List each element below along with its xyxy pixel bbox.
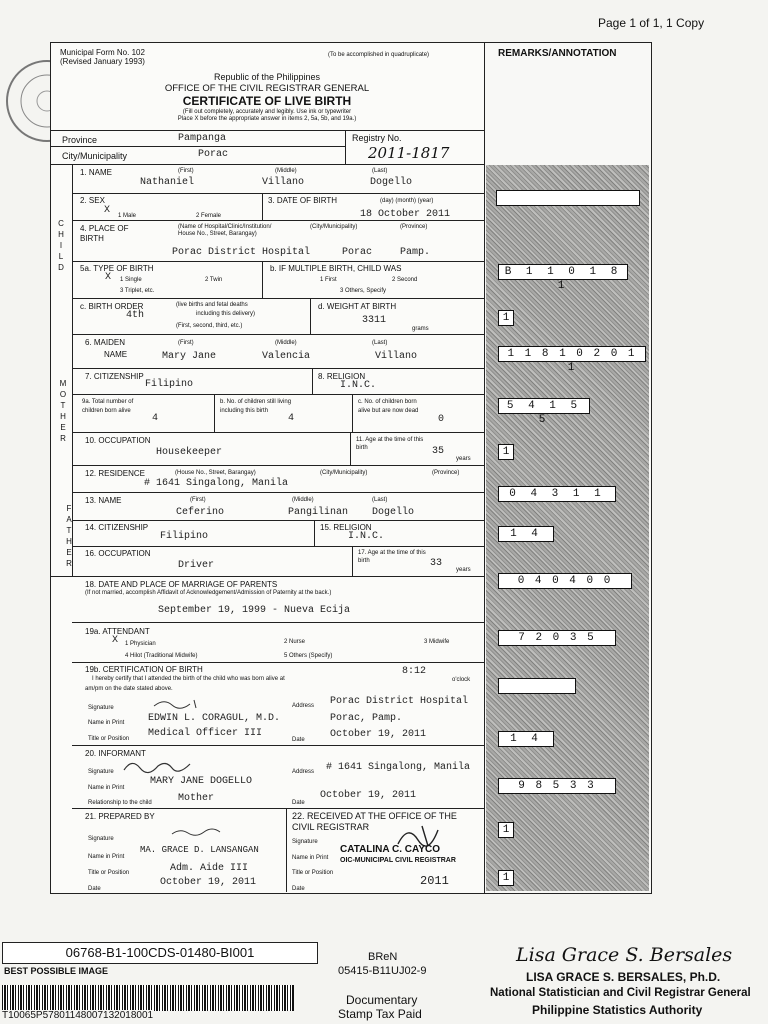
mother-occupation-label: 10. OCCUPATION <box>85 436 151 445</box>
instruction-2: Place X before the appropriate answer in items 2, 5a, 5b, and 19a.) <box>177 116 357 122</box>
children-total-value: 4 <box>152 413 159 424</box>
mother-age-unit: years <box>456 456 471 462</box>
mother-citizenship: Filipino <box>145 379 194 390</box>
birth-type-mark: X <box>105 272 112 283</box>
pob-label: 4. PLACE OF BIRTH <box>80 224 129 243</box>
instruction-1: (Fill out completely, accurately and legibly. Use ink or typewriter <box>182 109 352 115</box>
code-box-2: B 1 1 0 1 8 1 <box>498 264 628 280</box>
code-box-6: 1 <box>498 444 514 460</box>
residence-value: # 1641 Singalong, Manila <box>144 478 289 489</box>
informant-name-label: Name in Print <box>88 785 125 791</box>
mother-religion-label: 8. RELIGION <box>318 372 366 381</box>
birth-type-twin: 2 Twin <box>205 277 223 283</box>
received-title: OIC-MUNICIPAL CIVIL REGISTRAR <box>340 857 456 864</box>
cert-title-label: Title or Position <box>88 736 130 742</box>
certification-text-2: am/pm on the date stated above. <box>85 686 173 692</box>
received-name-label: Name in Print <box>292 855 329 861</box>
prepared-title-label: Title or Position <box>88 870 130 876</box>
residence-header-2: (City/Municipality) <box>320 470 368 476</box>
sex-male: 1 Male <box>118 213 137 219</box>
children-total-label: 9a. Total number of children born alive <box>82 399 134 414</box>
received-label: 22. RECEIVED AT THE OFFICE OF THE CIVIL REGISTRAR <box>292 811 457 832</box>
document-barcode <box>2 985 294 1011</box>
residence-label: 12. RESIDENCE <box>85 469 146 478</box>
mother-religion: I.N.C. <box>340 380 377 391</box>
attendant-others: 5 Others (Specify) <box>284 653 333 659</box>
mother-last-header: (Last) <box>372 340 388 346</box>
form-revision: (Revised January 1993) <box>60 57 145 66</box>
attendant-hilot: 4 Hilot (Traditional Midwife) <box>125 653 198 659</box>
child-name-label: 1. NAME <box>80 168 113 177</box>
informant-address: # 1641 Singalong, Manila <box>326 762 471 773</box>
office-line: OFFICE OF THE CIVIL REGISTRAR GENERAL <box>164 83 370 94</box>
signatory-title: National Statistician and Civil Registrar General <box>490 987 751 999</box>
prepared-label: 21. PREPARED BY <box>85 812 155 821</box>
stamp-tax-label: Stamp Tax Paid <box>338 1007 422 1021</box>
cert-signature-label: Signature <box>88 705 114 711</box>
page-indicator: Page 1 of 1, 1 Copy <box>598 16 705 30</box>
cert-address-label: Address <box>292 703 315 709</box>
form-number: Municipal Form No. 102 <box>60 48 145 57</box>
cert-title: Medical Officer III <box>148 728 263 739</box>
code-box-3: 1 <box>498 310 514 326</box>
code-box-1 <box>496 190 640 206</box>
father-side-label: F A T H E R <box>66 504 72 568</box>
child-middle-name: Villano <box>262 177 305 188</box>
dob-value: 18 October 2011 <box>360 209 451 220</box>
father-last-name: Dogello <box>372 507 415 518</box>
children-dead-value: 0 <box>438 414 445 425</box>
father-middle-name: Pangilinan <box>288 507 349 518</box>
sex-mark: X <box>104 205 111 216</box>
sex-label: 2. SEX <box>80 196 105 205</box>
received-title-label: Title or Position <box>292 870 334 876</box>
child-first-name: Nathaniel <box>140 177 195 188</box>
children-living-value: 4 <box>288 413 295 424</box>
mother-middle-name: Valencia <box>262 351 311 362</box>
father-last-header: (Last) <box>372 497 388 503</box>
code-box-9: 0 4 0 4 0 0 <box>498 573 632 589</box>
father-religion-label: 15. RELIGION <box>320 523 372 532</box>
informant-name: MARY JANE DOGELLO <box>150 776 253 787</box>
code-box-11 <box>498 678 576 694</box>
father-first-name: Ceferino <box>176 507 225 518</box>
multiple-birth-label: b. IF MULTIPLE BIRTH, CHILD WAS <box>270 264 402 273</box>
certification-text-1: I hereby certify that I attended the birth of the child who was born alive at <box>92 676 285 682</box>
father-citizenship: Filipino <box>160 531 209 542</box>
signatory-signature: Lisa Grace S. Bersales <box>516 944 733 966</box>
attendant-physician: 1 Physician <box>125 641 156 647</box>
attendant-label: 19a. ATTENDANT <box>85 627 150 636</box>
barcode-number: T10065P57801148007132018001 <box>2 1010 154 1021</box>
cert-signature-mark <box>150 696 220 710</box>
prepared-signature-mark <box>168 826 228 838</box>
birth-type-single: 1 Single <box>120 277 142 283</box>
code-box-4: 1 1 8 1 0 2 0 1 1 <box>498 346 646 362</box>
birth-order-value: 4th <box>126 310 145 321</box>
prepared-name: MA. GRACE D. LANSANGAN <box>140 845 259 855</box>
remarks-heading: REMARKS/ANNOTATION <box>498 48 617 59</box>
children-living-label: b. No. of children still living including this birth <box>220 399 292 414</box>
multiple-others: 3 Others, Specify <box>340 288 387 294</box>
child-last-header: (Last) <box>372 168 388 174</box>
province-value: Pampanga <box>178 133 227 144</box>
child-first-header: (First) <box>178 168 194 174</box>
quadruplicate-note: (To be accomplished in quadruplicate) <box>328 52 430 58</box>
informant-signature-label: Signature <box>88 769 114 775</box>
code-box-10: 7 2 0 3 5 <box>498 630 616 646</box>
prepared-signature-label: Signature <box>88 836 114 842</box>
certification-oclock: o'clock <box>452 677 471 683</box>
code-box-12: 1 4 <box>498 731 554 747</box>
multiple-first: 1 First <box>320 277 337 283</box>
best-possible-image: BEST POSSIBLE IMAGE <box>4 966 109 976</box>
marriage-note: (If not married, accomplish Affidavit of Acknowledgement/Admission of Paternity at the back.) <box>85 590 332 596</box>
birth-order-note-1: (live births and fetal deaths <box>176 302 248 308</box>
father-religion: I.N.C. <box>348 531 385 542</box>
prepared-date: October 19, 2011 <box>160 877 257 888</box>
mother-citizenship-label: 7. CITIZENSHIP <box>85 372 144 381</box>
attendant-midwife: 3 Midwife <box>424 639 450 645</box>
informant-date-label: Date <box>292 800 305 806</box>
signatory-org: Philippine Statistics Authority <box>532 1003 703 1017</box>
mother-first-header: (First) <box>178 340 194 346</box>
mother-first-name: Mary Jane <box>162 351 217 362</box>
mother-maiden-label: 6. MAIDEN <box>85 338 126 347</box>
father-first-header: (First) <box>190 497 206 503</box>
pob-header-2: (City/Municipality) <box>310 224 358 230</box>
attendant-mark: X <box>112 635 119 646</box>
code-box-8: 1 4 <box>498 526 554 542</box>
cert-date-label: Date <box>292 737 305 743</box>
sex-female: 2 Female <box>196 213 222 219</box>
child-middle-header: (Middle) <box>275 168 297 174</box>
code-box-13: 9 8 5 3 3 <box>498 778 616 794</box>
pob-province: Pamp. <box>400 247 431 258</box>
code-box-7: 0 4 3 1 1 <box>498 486 616 502</box>
father-occupation: Driver <box>178 560 215 571</box>
cert-date: October 19, 2011 <box>330 729 427 740</box>
mother-side-label: M O T H E R <box>59 379 67 443</box>
informant-date: October 19, 2011 <box>320 790 417 801</box>
mother-last-name: Villano <box>375 351 418 362</box>
prepared-date-label: Date <box>88 886 101 892</box>
prepared-title: Adm. Aide III <box>170 863 249 874</box>
cert-name-label: Name in Print <box>88 720 125 726</box>
province-label: Province <box>62 135 98 145</box>
registry-value: 2011-1817 <box>368 144 450 162</box>
republic-line: Republic of the Philippines <box>213 72 321 82</box>
relationship-label: Relationship to the child <box>88 800 152 806</box>
mother-occupation: Housekeeper <box>156 447 223 458</box>
child-last-name: Dogello <box>370 177 413 188</box>
dob-header: (day) (month) (year) <box>380 198 434 204</box>
form-title: CERTIFICATE OF LIVE BIRTH <box>182 94 352 108</box>
city-label: City/Municipality <box>62 151 128 161</box>
father-age: 33 <box>430 558 443 569</box>
registry-label: Registry No. <box>352 133 402 143</box>
received-date: 2011 <box>420 874 449 888</box>
father-middle-header: (Middle) <box>292 497 314 503</box>
received-date-label: Date <box>292 886 305 892</box>
pob-header-1: (Name of Hospital/Clinic/Institution/ House No., Street, Barangay) <box>178 224 272 237</box>
informant-address-label: Address <box>292 769 315 775</box>
mother-middle-header: (Middle) <box>275 340 297 346</box>
signatory-name: LISA GRACE S. BERSALES, Ph.D. <box>526 970 721 984</box>
cert-address-1: Porac District Hospital <box>330 696 469 707</box>
city-value: Porac <box>198 149 229 160</box>
document-code: 06768-B1-100CDS-01480-BI001 <box>2 942 318 964</box>
weight-label: d. WEIGHT AT BIRTH <box>318 302 397 311</box>
prepared-name-label: Name in Print <box>88 854 125 860</box>
certification-label: 19b. CERTIFICATION OF BIRTH <box>85 665 203 674</box>
pob-city: Porac <box>342 247 373 258</box>
multiple-second: 2 Second <box>392 277 418 283</box>
pob-header-3: (Province) <box>400 224 428 230</box>
weight-value: 3311 <box>362 315 387 326</box>
marriage-label: 18. DATE AND PLACE OF MARRIAGE OF PARENTS <box>85 580 278 589</box>
child-side-label: C H I L D <box>58 219 64 272</box>
residence-header-1: (House No., Street, Barangay) <box>175 470 256 476</box>
birth-type-triplet: 3 Triplet, etc. <box>120 288 155 294</box>
weight-unit: grams <box>412 326 429 332</box>
code-box-15: 1 <box>498 870 514 886</box>
mother-name-label: NAME <box>104 350 128 359</box>
birth-order-note-2: including this delivery) <box>196 311 256 317</box>
informant-label: 20. INFORMANT <box>85 749 146 758</box>
birth-order-label: c. BIRTH ORDER <box>80 302 144 311</box>
mother-age-label: 11. Age at the time of this birth <box>356 437 424 451</box>
marriage-value: September 19, 1999 - Nueva Ecija <box>158 605 351 616</box>
birth-order-note-3: (First, second, third, etc.) <box>176 323 243 329</box>
pob-hospital: Porac District Hospital <box>172 247 311 258</box>
certification-time: 8:12 <box>402 666 427 677</box>
residence-header-3: (Province) <box>432 470 460 476</box>
mother-age: 35 <box>432 446 445 457</box>
father-age-label: 17. Age at the time of this birth <box>358 550 426 564</box>
cert-name: EDWIN L. CORAGUL, M.D. <box>148 713 281 724</box>
birth-type-label: 5a. TYPE OF BIRTH <box>80 264 154 273</box>
father-age-unit: years <box>456 567 471 573</box>
received-signature-label: Signature <box>292 839 318 845</box>
father-citizenship-label: 14. CITIZENSHIP <box>85 523 149 532</box>
father-occupation-label: 16. OCCUPATION <box>85 549 151 558</box>
bren-label: BReN <box>368 951 398 963</box>
code-box-14: 1 <box>498 822 514 838</box>
code-box-5: 5 4 1 5 5 <box>498 398 590 414</box>
informant-signature-mark <box>120 756 200 776</box>
children-dead-label: c. No. of children born alive but are now dead <box>358 399 419 414</box>
attendant-nurse: 2 Nurse <box>284 639 306 645</box>
received-name: CATALINA C. CAYCO <box>340 844 440 855</box>
documentary-label: Documentary <box>346 993 418 1007</box>
dob-label: 3. DATE OF BIRTH <box>268 196 338 205</box>
cert-address-2: Porac, Pamp. <box>330 713 403 724</box>
father-name-label: 13. NAME <box>85 496 122 505</box>
bren-code: 05415-B11UJ02-9 <box>338 965 427 977</box>
relationship-value: Mother <box>178 793 215 804</box>
